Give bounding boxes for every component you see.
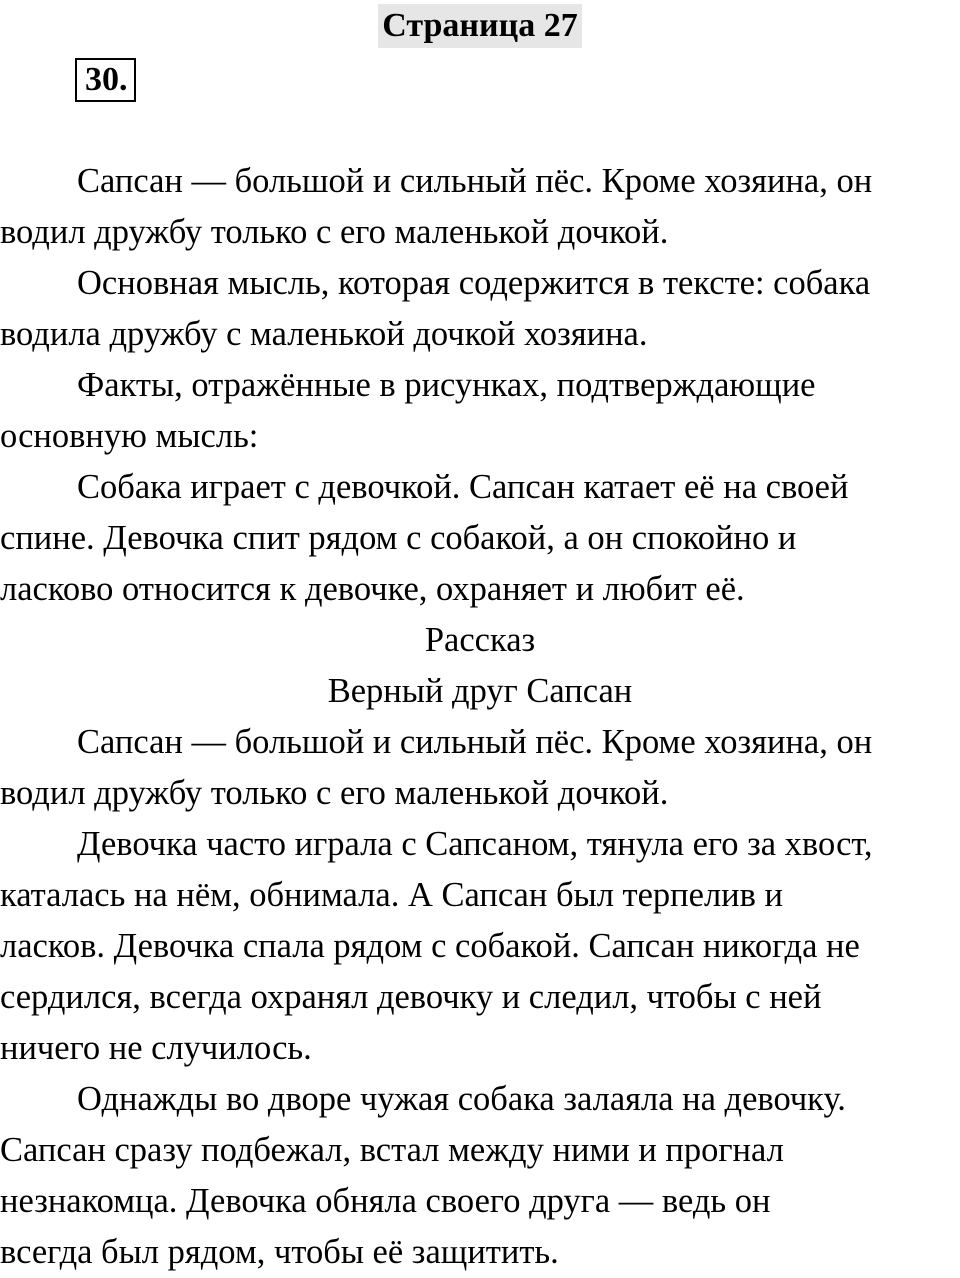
answer-paragraph <box>0 360 960 462</box>
text-line: спине. Девочка спит рядом с собакой, а он спокойно и <box>0 519 797 557</box>
document-body <box>0 156 960 1278</box>
text-line: ласков. Девочка спала рядом с собакой. Сапсан никогда не <box>0 927 860 965</box>
answer-paragraph <box>0 258 960 360</box>
text-line: Сапсан сразу подбежал, встал между ними и прогнал <box>0 1131 784 1169</box>
text-line: всегда был рядом, чтобы её защитить. <box>0 1233 559 1271</box>
text-line: незнакомца. Девочка обняла своего друга — ведь он <box>0 1182 771 1220</box>
text-line: ласково относится к девочке, охраняет и любит её. <box>0 570 745 608</box>
story-paragraph <box>0 717 960 819</box>
text-line: Основная мысль, которая содержится в тексте: собака <box>77 264 871 302</box>
text-line: каталась на нём, обнимала. А Сапсан был терпелив и <box>0 876 784 914</box>
task-number: 30. <box>75 58 136 102</box>
text-line: Сапсан — большой и сильный пёс. Кроме хозяина, он <box>77 723 873 761</box>
text-line: основную мысль: <box>0 417 259 455</box>
story-paragraph <box>0 819 960 1074</box>
text-line: ничего не случилось. <box>0 1029 312 1067</box>
text-line: Сапсан — большой и сильный пёс. Кроме хозяина, он <box>77 162 873 200</box>
answer-paragraph <box>0 462 960 615</box>
story-genre: Рассказ <box>424 621 536 659</box>
text-line: Собака играет с девочкой. Сапсан катает её на своей <box>77 468 849 506</box>
text-line: Факты, отражённые в рисунках, подтверждающие <box>77 366 816 404</box>
story-paragraph <box>0 1074 960 1278</box>
text-line: водил дружбу только с его маленькой дочкой. <box>0 213 669 251</box>
text-line: Девочка часто играла с Сапсаном, тянула его за хвост, <box>77 825 873 863</box>
text-line: водила дружбу с маленькой дочкой хозяина. <box>0 315 648 353</box>
answer-paragraph <box>0 156 960 258</box>
text-line: водил дружбу только с его маленькой дочкой. <box>0 774 669 812</box>
story-title: Верный друг Сапсан <box>327 672 633 710</box>
text-line: сердился, всегда охранял девочку и следил, чтобы с ней <box>0 978 822 1016</box>
text-line: Однажды во дворе чужая собака залаяла на девочку. <box>77 1080 846 1118</box>
page-header <box>0 4 960 48</box>
page-title: Страница 27 <box>378 4 581 48</box>
